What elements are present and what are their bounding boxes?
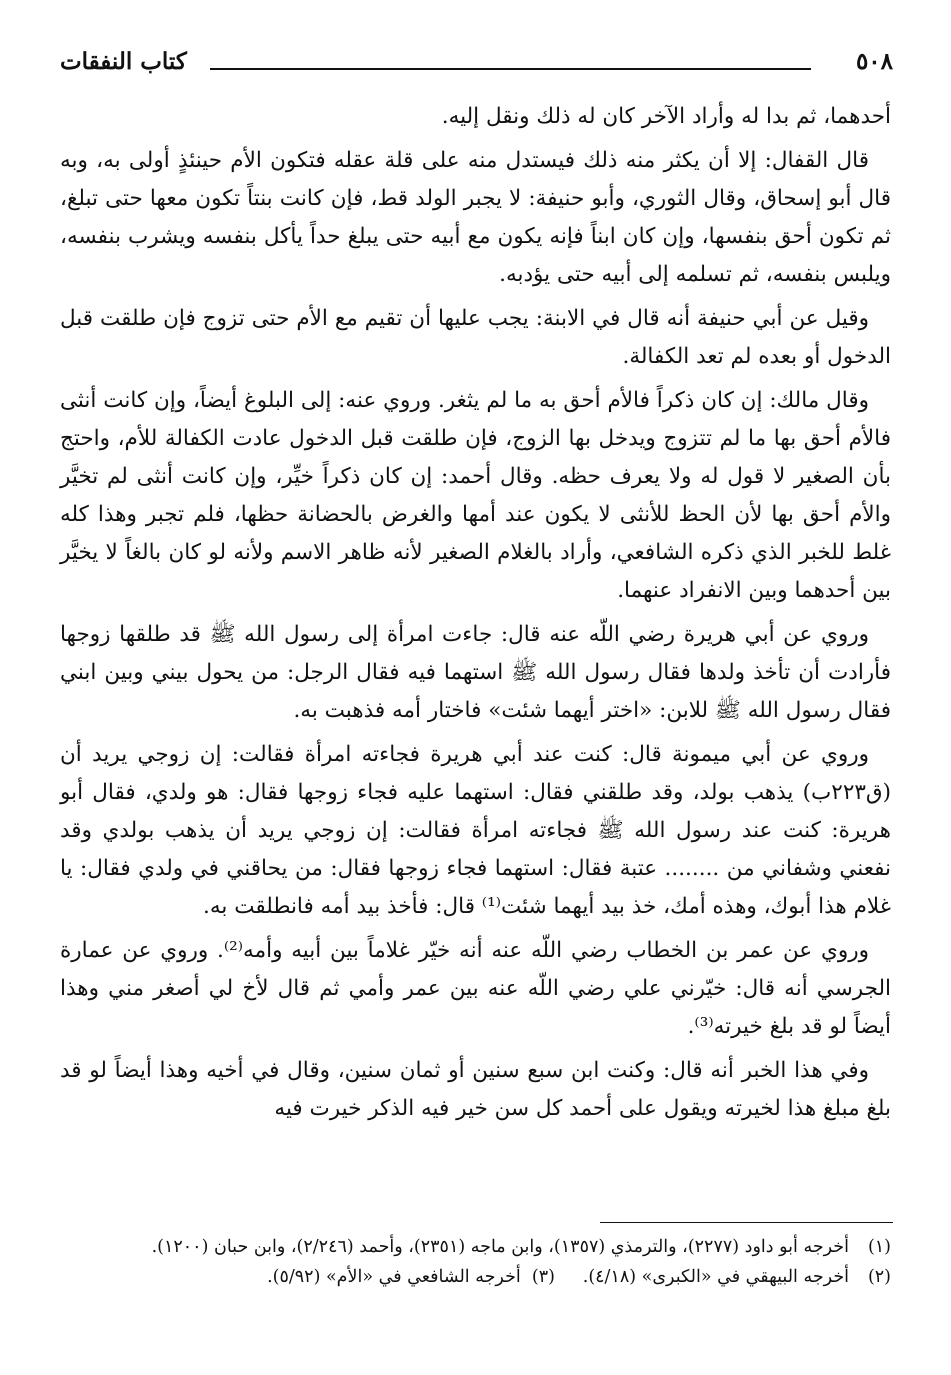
paragraph: وفي هذا الخبر أنه قال: وكنت ابن سبع سنين أو ثمان سنين، وقال في أخيه وهذا أيضاً لو قد بلغ مبلغ هذا لخيرته ويقول على أحمد كل سن خير فيه الذكر خيرت فيه — [60, 1058, 891, 1121]
footnote — [60, 1232, 891, 1262]
footnote-text: أخرجه البيهقي في «الكبرى» (٤/١٨). (٣) أخرجه الشافعي في «الأم» (٥/٩٢). — [267, 1267, 849, 1287]
paragraph: وروي عن أبي ميمونة قال: كنت عند أبي هريرة فجاءته امرأة فقالت: إن زوجي يريد أن (ق٢٢٣ب) يذهب بولد، وقد طلقني فقال: استهما عليه فجاء زوجها فقال: هو ولدي، فقال أبو هريرة: كنت عند رسول الله ﷺ فجاءته امرأة فقالت: إن زوجي يريد أن يذهب بولدي وقد نفعني وشفاني من ........ عتبة فقال: استهما فجاء زوجها فقال: من يحاقني في ولدي فقال: يا غلام هذا أبوك، وهذه أمك، خذ بيد أيهما شئت⁽¹⁾ قال: فأخذ بيد أمه فانطلقت به. — [60, 742, 891, 919]
paragraph: قال القفال: إلا أن يكثر منه ذلك فيستدل منه على قلة عقله فتكون الأم حينئذٍ أولى به، وبه قال أبو إسحاق، وقال الثوري، وأبو حنيفة: لا يجبر الولد قط، فإن كانت بنتاً تكون معها حتى تبلغ، ثم تكون أحق بنفسها، وإن كان ابناً فإنه يكون مع أبيه حتى يبلغ حداً يأكل بنفسه ويشرب بنفسه، ويلبس بنفسه، ثم تسلمه إلى أبيه حتى يؤدبه. — [60, 148, 891, 287]
page-number: ٥٠٨ — [855, 48, 893, 75]
footnote-number: (٢) — [867, 1267, 891, 1287]
page-header — [60, 48, 893, 88]
footnote-separator — [600, 1222, 893, 1223]
paragraph: وقال مالك: إن كان ذكراً فالأم أحق به ما لم يثغر. وروي عنه: إلى البلوغ أيضاً، وإن كانت أنثى فالأم أحق بها ما لم تتزوج ويدخل بها الزوج، فإن طلقت قبل الدخول عادت الكفالة للأم، واحتج بأن الصغير لا قول له ولا يعرف حظه. وقال أحمد: إن كان ذكراً خيِّر، وإن كانت أنثى لم تخيَّر والأم أحق بها لأن الحظ للأنثى لا يكون عند أمها والغرض بالحضانة حظها، فلم تجبر وهذا كله غلط للخبر الذي ذكره الشافعي، وأراد بالغلام الصغير لأنه ظاهر الاسم ولأنه لو كان بالغاً لا يخيَّر بين أحدهما وبين الانفراد عنهما. — [60, 388, 891, 603]
book-title: كتاب النفقات — [60, 48, 187, 75]
paragraph: وروي عن عمر بن الخطاب رضي اللّه عنه أنه خيّر غلاماً بين أبيه وأمه⁽²⁾. وروي عن عمارة الجرسي أنه قال: خيّرني علي رضي اللّه عنه بين عمر وأمي ثم قال لأخ لي أصغر مني وهذا أيضاً لو قد بلغ خيرته⁽³⁾. — [60, 938, 891, 1039]
main-text — [60, 98, 891, 1134]
footnote — [60, 1262, 891, 1292]
paragraph: أحدهما، ثم بدا له وأراد الآخر كان له ذلك ونقل إليه. — [441, 104, 891, 129]
footnote-text: أخرجه أبو داود (٢٢٧٧)، والترمذي (١٣٥٧)، وابن ماجه (٢٣٥١)، وأحمد (٢/٢٤٦)، وابن حبان (١٢٠٠). — [151, 1237, 849, 1257]
header-rule — [210, 68, 811, 70]
footnote-number: (١) — [867, 1237, 891, 1257]
footnotes — [60, 1232, 891, 1292]
paragraph: وقيل عن أبي حنيفة أنه قال في الابنة: يجب عليها أن تقيم مع الأم حتى تزوج فإن طلقت قبل الدخول أو بعده لم تعد الكفالة. — [60, 306, 891, 369]
paragraph: وروي عن أبي هريرة رضي اللّه عنه قال: جاءت امرأة إلى رسول الله ﷺ قد طلقها زوجها فأرادت أن تأخذ ولدها فقال رسول الله ﷺ استهما فيه فقال الرجل: من يحول بيني وبين ابني فقال رسول الله ﷺ للابن: «اختر أيهما شئت» فاختار أمه فذهبت به. — [60, 622, 891, 723]
